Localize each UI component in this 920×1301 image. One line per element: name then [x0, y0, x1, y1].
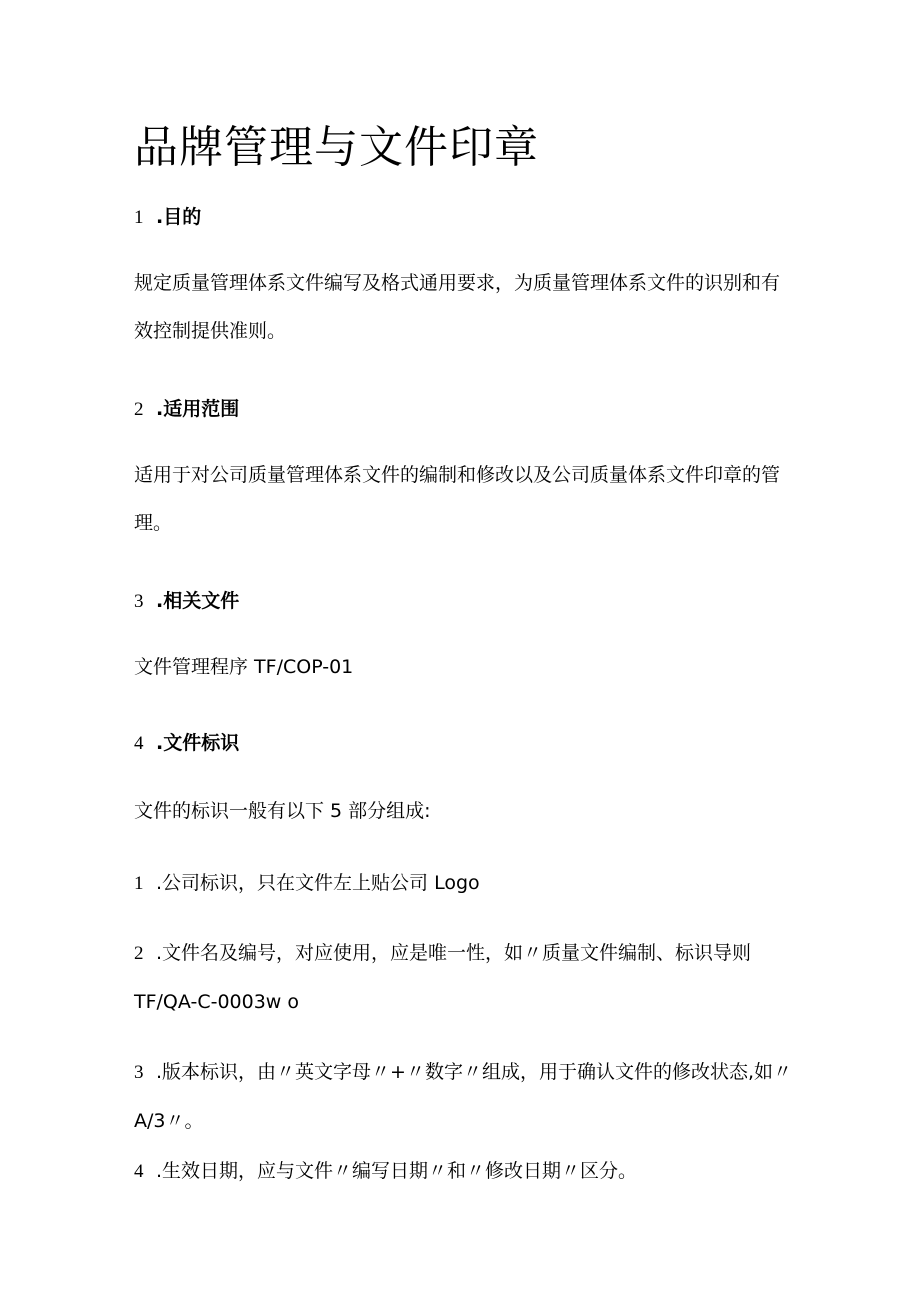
section-number: 2	[134, 399, 144, 420]
section-heading-related-documents	[134, 590, 239, 614]
section-number: 4	[134, 733, 144, 754]
section-heading-purpose	[134, 206, 201, 230]
section-body-related-documents: 文件管理程序 TF/COP-01	[134, 656, 354, 678]
section-body-scope: 适用于对公司质量管理体系文件的编制和修改以及公司质量体系文件印章的管理。	[134, 464, 781, 534]
section-number: 1	[134, 207, 144, 228]
document-title: 品牌管理与文件印章	[134, 122, 539, 173]
section-title: .文件标识	[156, 732, 240, 754]
list-item	[134, 1048, 794, 1145]
list-item-number: 4	[134, 1161, 144, 1182]
list-item-text: .公司标识，只在文件左上贴公司 Logo	[156, 872, 480, 894]
list-item-text: .生效日期，应与文件〃编写日期〃和〃修改日期〃区分。	[156, 1160, 638, 1182]
section-number: 3	[134, 591, 144, 612]
list-item-number: 1	[134, 873, 144, 894]
list-item-text: .文件名及编号，对应使用，应是唯一性，如〃质量文件编制、标识导则 TF∕QA-C-0003w o	[134, 942, 752, 1013]
section-title: .目的	[156, 206, 202, 228]
list-item	[134, 1160, 637, 1184]
list-item-number: 2	[134, 943, 144, 964]
section-body-purpose: 规定质量管理体系文件编写及格式通用要求，为质量管理体系文件的识别和有效控制提供准则。	[134, 272, 781, 342]
list-item	[134, 872, 480, 896]
list-item-text: .版本标识，由〃英文字母〃+〃数字〃组成，用于确认文件的修改状态,如〃A/3〃。	[134, 1061, 793, 1132]
section-heading-scope	[134, 398, 239, 422]
section-title: .相关文件	[156, 590, 240, 612]
list-item	[134, 929, 794, 1026]
list-item-number: 3	[134, 1062, 144, 1083]
section-title: .适用范围	[156, 398, 240, 420]
section-body-document-identification: 文件的标识一般有以下 5 部分组成:	[134, 800, 431, 822]
section-heading-document-identification	[134, 732, 239, 756]
